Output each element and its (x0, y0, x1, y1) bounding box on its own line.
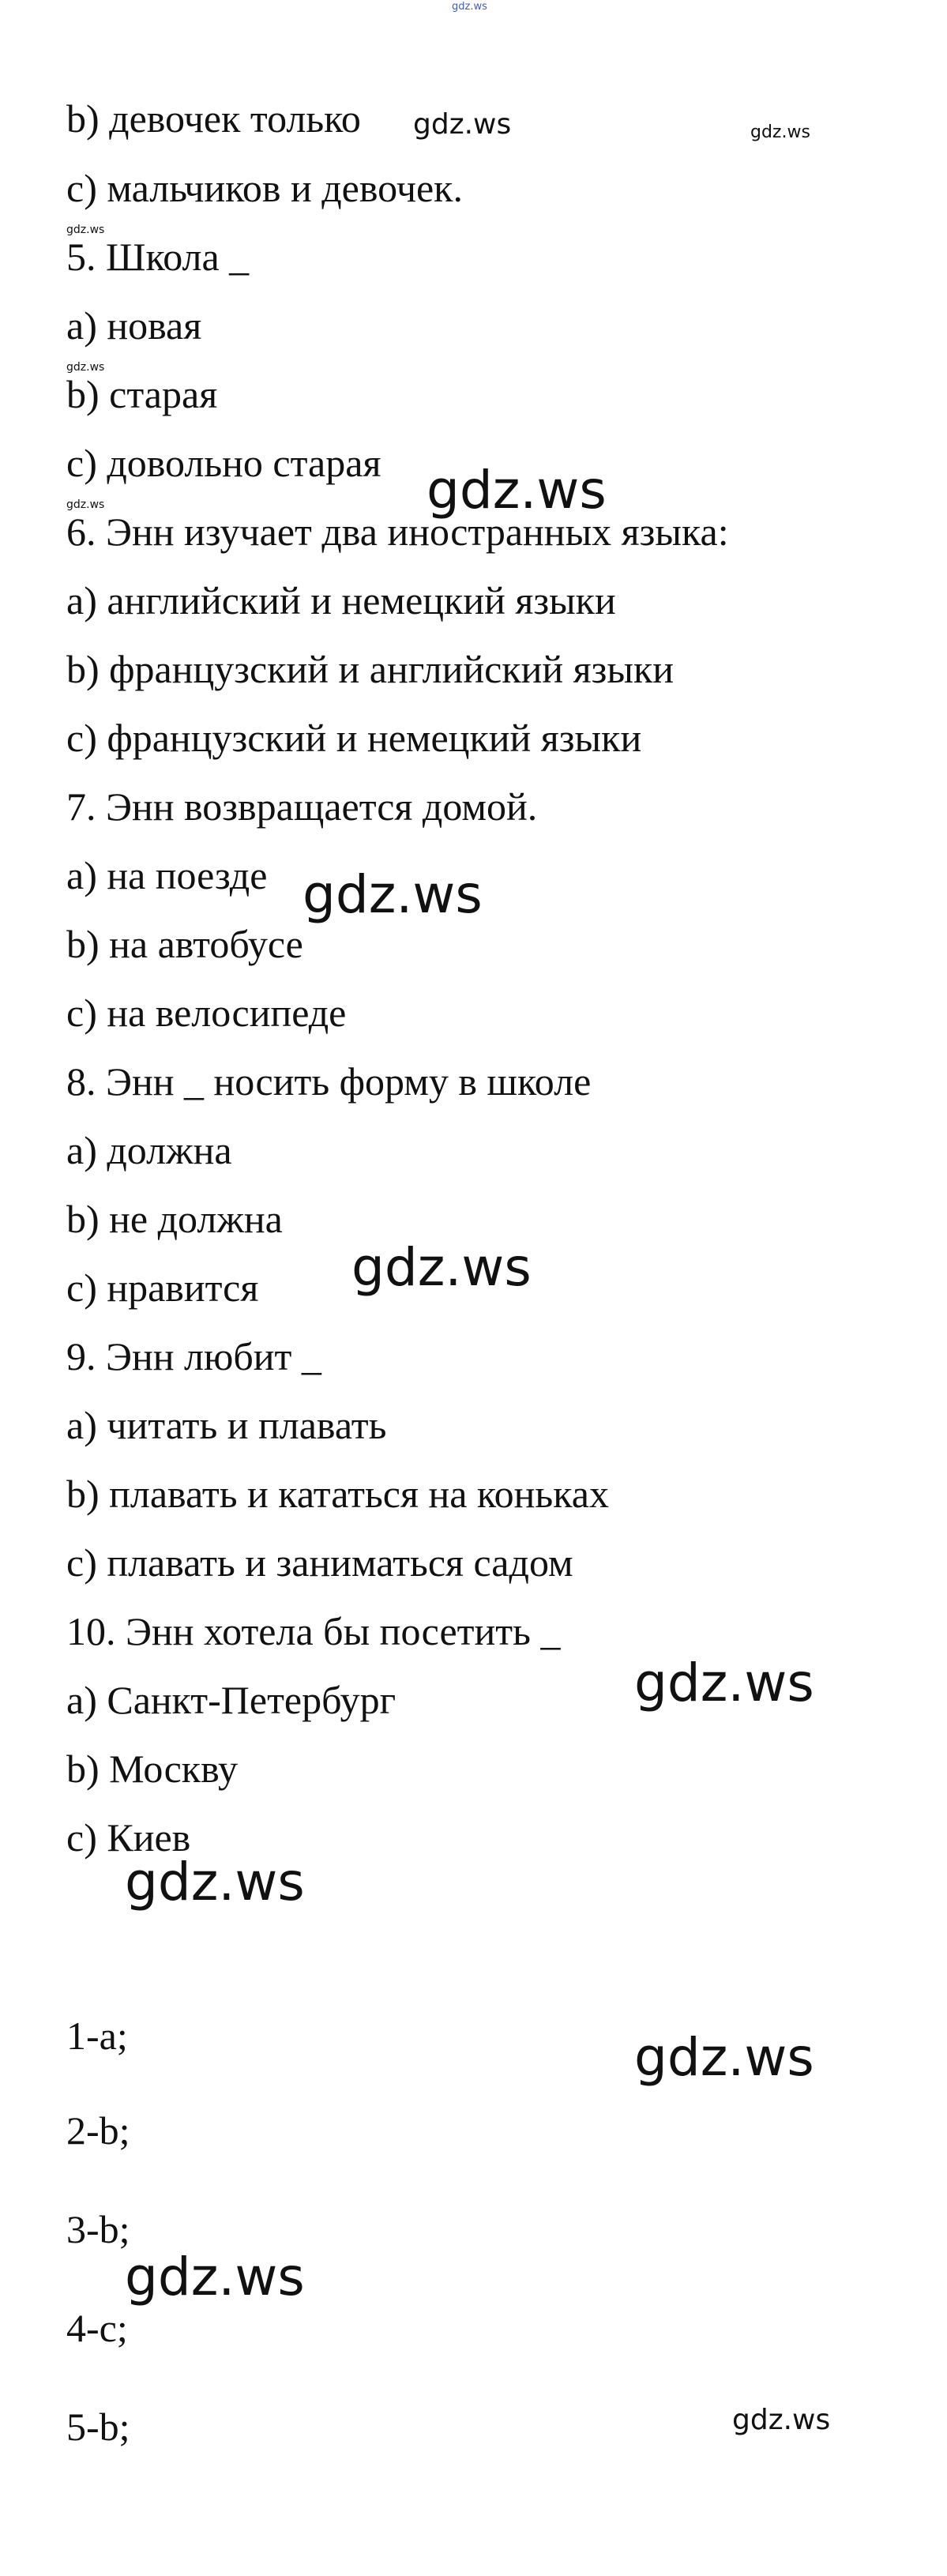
option-7b: b) на автобусе (66, 922, 303, 966)
option-7c: c) на велосипеде (66, 991, 347, 1035)
watermark: gdz.ws (351, 1237, 532, 1298)
answer-1: 1-a; (66, 2014, 128, 2058)
watermark: gdz.ws (125, 2247, 305, 2307)
option-5c: c) довольно старая (66, 441, 381, 485)
option-6a: a) английский и немецкий языки (66, 578, 616, 622)
watermark: gdz.ws (66, 498, 105, 511)
watermark: gdz.ws (634, 2027, 814, 2088)
watermark: gdz.ws (303, 864, 483, 925)
option-5a: a) новая (66, 303, 202, 348)
option-8c: c) нравится (66, 1265, 259, 1310)
option-10a: a) Санкт-Петербург (66, 1678, 396, 1722)
question-10: 10. Энн хотела бы посетить _ (66, 1609, 561, 1653)
question-5: 5. Школа _ (66, 235, 250, 279)
option-9b: b) плавать и кататься на коньках (66, 1472, 609, 1516)
option-7a: a) на поезде (66, 853, 268, 897)
option-6b: b) французский и английский языки (66, 647, 675, 691)
question-8: 8. Энн _ носить форму в школе (66, 1059, 592, 1104)
option-9c: c) плавать и заниматься садом (66, 1540, 573, 1585)
option-6c: c) французский и немецкий языки (66, 716, 642, 760)
watermark: gdz.ws (634, 1653, 814, 1713)
question-9: 9. Энн любит _ (66, 1334, 321, 1378)
watermark: gdz.ws (427, 460, 607, 521)
option-9a: a) читать и плавать (66, 1403, 387, 1447)
option-5b: b) старая (66, 372, 218, 416)
option-10c: c) Киев (66, 1815, 191, 1860)
question-7: 7. Энн возвращается домой. (66, 784, 538, 829)
option-4c: c) мальчиков и девочек. (66, 166, 463, 210)
watermark: gdz.ws (413, 108, 512, 141)
option-8a: a) должна (66, 1128, 232, 1172)
watermark-top: gdz.ws (452, 1, 487, 13)
watermark: gdz.ws (732, 2404, 831, 2436)
answer-3: 3-b; (66, 2207, 130, 2251)
watermark: gdz.ws (125, 1852, 305, 1912)
watermark: gdz.ws (66, 361, 105, 374)
option-10b: b) Москву (66, 1747, 238, 1791)
answer-2: 2-b; (66, 2108, 130, 2153)
option-8b: b) не должна (66, 1197, 283, 1241)
watermark: gdz.ws (750, 122, 810, 142)
answer-4: 4-c; (66, 2306, 128, 2350)
question-6: 6. Энн изучает два иностранных языка: (66, 510, 729, 554)
answer-5: 5-b; (66, 2405, 130, 2449)
option-4b: b) девочек только (66, 96, 361, 141)
watermark: gdz.ws (66, 224, 105, 236)
